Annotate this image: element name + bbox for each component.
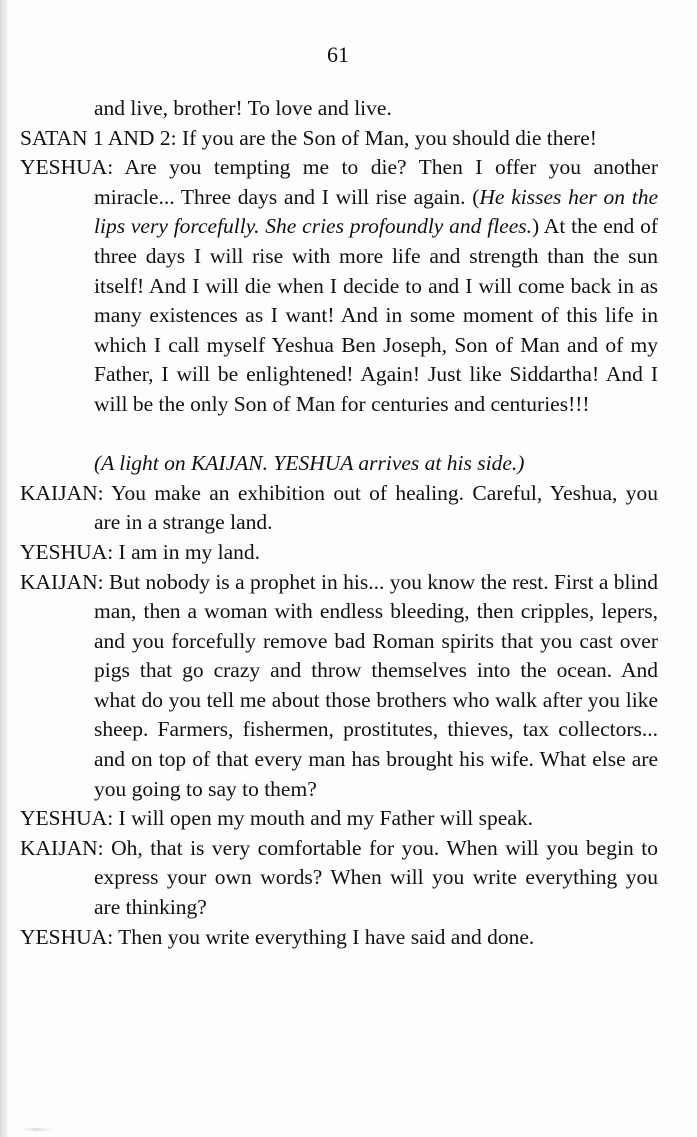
speaker-name: KAIJAN: — [20, 835, 104, 860]
dialogue-text: I will open my mouth and my Father will speak. — [113, 806, 533, 831]
dialogue-text: Are you tempting me to die? Then I offer you another miracle... Three days and I will rise again. ( — [94, 155, 658, 209]
paren-close: ) — [517, 451, 525, 476]
script-text — [20, 94, 658, 952]
speaker-name: YESHUA: — [20, 806, 114, 831]
dialogue-text: But nobody is a prophet in his... you know the rest. First a blind man, then a woman with endless bleeding, then cripples, lepers, and you forcefully remove bad Roman spirits that you cast over pigs that go crazy and throw themselves into the ocean. And what do you tell me about those brothers who walk after you like sheep. Farmers, fishermen, prostitutes, thieves, tax collectors... and on top of that every man has brought his wife. What else are you going to say to them? — [94, 569, 658, 801]
dialogue-text: You make an exhibition out of healing. Careful, Yeshua, you are in a strange land. — [94, 480, 658, 535]
dialogue-yeshua-write — [20, 923, 658, 953]
speaker-name: SATAN 1 AND 2: — [20, 125, 177, 150]
dialogue-kaijan-words — [20, 834, 658, 923]
dialogue-kaijan-prophet — [20, 568, 658, 805]
dialogue-satan — [20, 124, 658, 154]
dialogue-yeshua-speak — [20, 804, 658, 834]
scan-smudge — [22, 1128, 52, 1131]
continuation-line — [20, 94, 658, 124]
dialogue-text: I am in my land. — [113, 539, 261, 564]
dialogue-text: If you are the Son of Man, you should die there! — [176, 125, 597, 150]
dialogue-yeshua-miracle — [20, 153, 658, 419]
speaker-name: YESHUA: — [20, 924, 114, 949]
dialogue-text: Oh, that is very comfortable for you. When will you begin to express your own words? When will you write everything you are thinking? — [94, 835, 658, 920]
speaker-name: KAIJAN: — [20, 480, 104, 505]
stage-direction-inline: He kisses her on the lips very forcefully. She cries profoundly and flees. — [94, 184, 658, 239]
dialogue-text: ) At the end of three days I will rise with more life and strength than the sun itself! And I will die when I decide to and I will come back in as many existences as I want! And in some moment of this life in which I call myself Yeshua Ben Joseph, Son of Man and of my Father, I will be enlightened! Again! Just like Siddartha! And I will be the only Son of Man for centuries and centuries!!! — [94, 214, 658, 416]
page-number: 61 — [327, 42, 349, 67]
stage-direction-text: A light on KAIJAN. YESHUA arrives at his side. — [101, 451, 518, 476]
paren-open: ( — [94, 451, 102, 476]
dialogue-kaijan-healing — [20, 479, 658, 538]
dialogue-yeshua-land — [20, 538, 658, 568]
continuation-text: and live, brother! To love and live. — [94, 96, 392, 120]
speaker-name: KAIJAN: — [20, 569, 104, 594]
speaker-name: YESHUA: — [20, 155, 114, 180]
dialogue-text: Then you write everything I have said and done. — [113, 924, 535, 949]
page-gutter-shadow — [0, 0, 9, 1137]
speaker-name: YESHUA: — [20, 539, 114, 564]
stage-direction — [20, 449, 658, 479]
